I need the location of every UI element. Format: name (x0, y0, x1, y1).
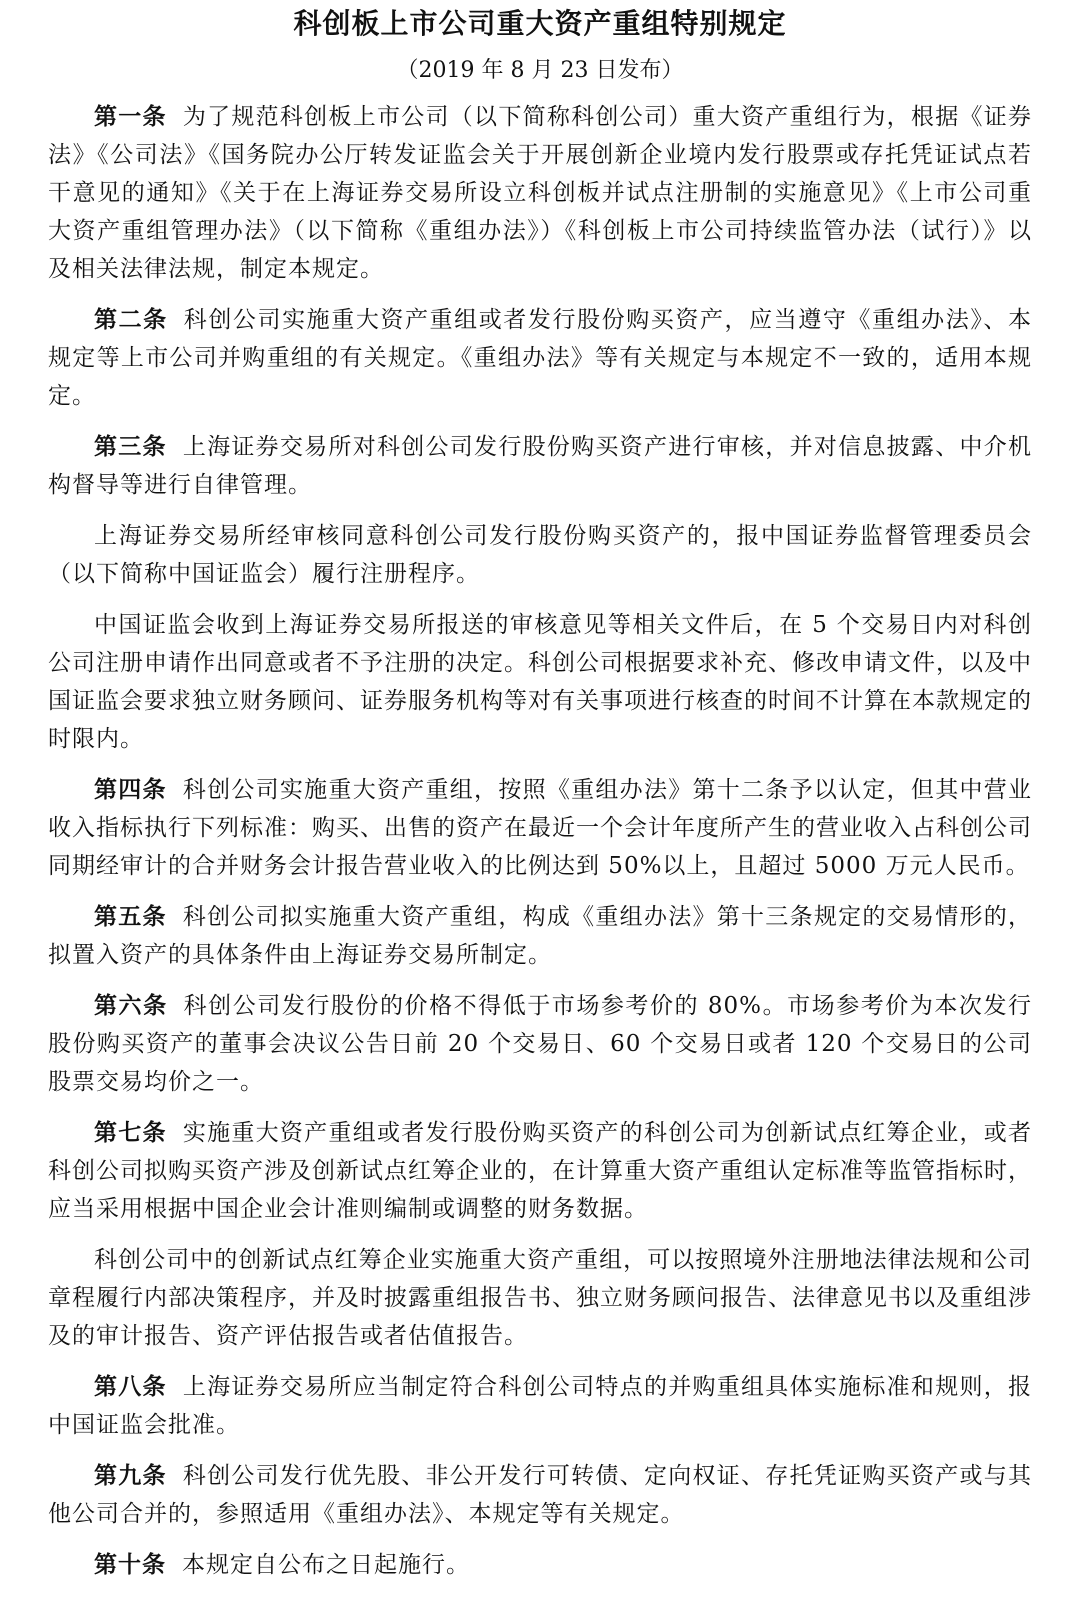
article-text: 科创公司实施重大资产重组或者发行股份购买资产，应当遵守《重组办法》、本规定等上市公司并购重组的有关规定。《重组办法》等有关规定与本规定不一致的，适用本规定。 (48, 307, 1033, 409)
article-number: 第九条 (94, 1463, 167, 1489)
article-8 (48, 1368, 1032, 1444)
article-number: 第四条 (94, 777, 167, 803)
publish-date: （2019 年 8 月 23 日发布） (396, 58, 684, 83)
article-7-paragraph-2 (48, 1241, 1032, 1355)
article-5 (48, 898, 1032, 974)
article-text: 为了规范科创板上市公司（以下简称科创公司）重大资产重组行为，根据《证券法》《公司法》《国务院办公厅转发证监会关于开展创新企业境内发行股票或存托凭证试点若干意见的通知》《关于在上海证券交易所设立科创板并试点注册制的实施意见》《上市公司重大资产重组管理办法》（以下简称《重组办法》）《科创板上市公司持续监管办法（试行）》以及相关法律法规，制定本规定。 (48, 104, 1033, 282)
article-text: 上海证券交易所对科创公司发行股份购买资产进行审核，并对信息披露、中介机构督导等进行自律管理。 (48, 434, 1033, 498)
article-6 (48, 987, 1032, 1101)
article-number: 第二条 (94, 307, 168, 333)
article-7 (48, 1114, 1032, 1228)
article-2 (48, 301, 1032, 415)
paragraph-text: 中国证监会收到上海证券交易所报送的审核意见等相关文件后，在 5 个交易日内对科创公司注册申请作出同意或者不予注册的决定。科创公司根据要求补充、修改申请文件，以及中国证监会要求独立财务顾问、证券服务机构等对有关事项进行核查的时间不计算在本款规定的时限内。 (48, 612, 1032, 752)
article-number: 第一条 (94, 104, 167, 130)
article-text: 本规定自公布之日起施行。 (182, 1552, 470, 1578)
paragraph-text: 上海证券交易所经审核同意科创公司发行股份购买资产的，报中国证券监督管理委员会（以下简称中国证监会）履行注册程序。 (48, 523, 1032, 587)
article-number: 第三条 (94, 434, 167, 460)
article-9 (48, 1457, 1032, 1533)
article-number: 第七条 (94, 1120, 167, 1146)
article-number: 第六条 (94, 993, 168, 1019)
article-text: 科创公司发行优先股、非公开发行可转债、定向权证、存托凭证购买资产或与其他公司合并的，参照适用《重组办法》、本规定等有关规定。 (48, 1463, 1033, 1527)
article-3-paragraph-2 (48, 517, 1032, 593)
article-number: 第十条 (94, 1552, 166, 1578)
article-text: 科创公司实施重大资产重组，按照《重组办法》第十二条予以认定，但其中营业收入指标执行下列标准：购买、出售的资产在最近一个会计年度所产生的营业收入占科创公司同期经审计的合并财务会计报告营业收入的比例达到 50%以上，且超过 5000 万元人民币。 (48, 777, 1033, 879)
article-text: 上海证券交易所应当制定符合科创公司特点的并购重组具体实施标准和规则，报中国证监会批准。 (48, 1374, 1033, 1438)
document-title: 科创板上市公司重大资产重组特别规定 (293, 7, 787, 40)
article-number: 第五条 (94, 904, 167, 930)
article-text: 科创公司拟实施重大资产重组，构成《重组办法》第十三条规定的交易情形的，拟置入资产的具体条件由上海证券交易所制定。 (48, 904, 1033, 968)
article-10 (48, 1546, 1032, 1584)
article-3-paragraph-3 (48, 606, 1032, 758)
article-4 (48, 771, 1032, 885)
article-3 (48, 428, 1032, 504)
paragraph-text: 科创公司中的创新试点红筹企业实施重大资产重组，可以按照境外注册地法律法规和公司章程履行内部决策程序，并及时披露重组报告书、独立财务顾问报告、法律意见书以及重组涉及的审计报告、资产评估报告或者估值报告。 (48, 1247, 1032, 1349)
article-1 (48, 98, 1032, 288)
article-number: 第八条 (94, 1374, 167, 1400)
article-text: 科创公司发行股份的价格不得低于市场参考价的 80%。市场参考价为本次发行股份购买资产的董事会决议公告日前 20 个交易日、60 个交易日或者 120 个交易日的公司股票交易均价之一。 (48, 993, 1033, 1095)
article-text: 实施重大资产重组或者发行股份购买资产的科创公司为创新试点红筹企业，或者科创公司拟购买资产涉及创新试点红筹企业的，在计算重大资产重组认定标准等监管指标时，应当采用根据中国企业会计准则编制或调整的财务数据。 (48, 1120, 1033, 1222)
